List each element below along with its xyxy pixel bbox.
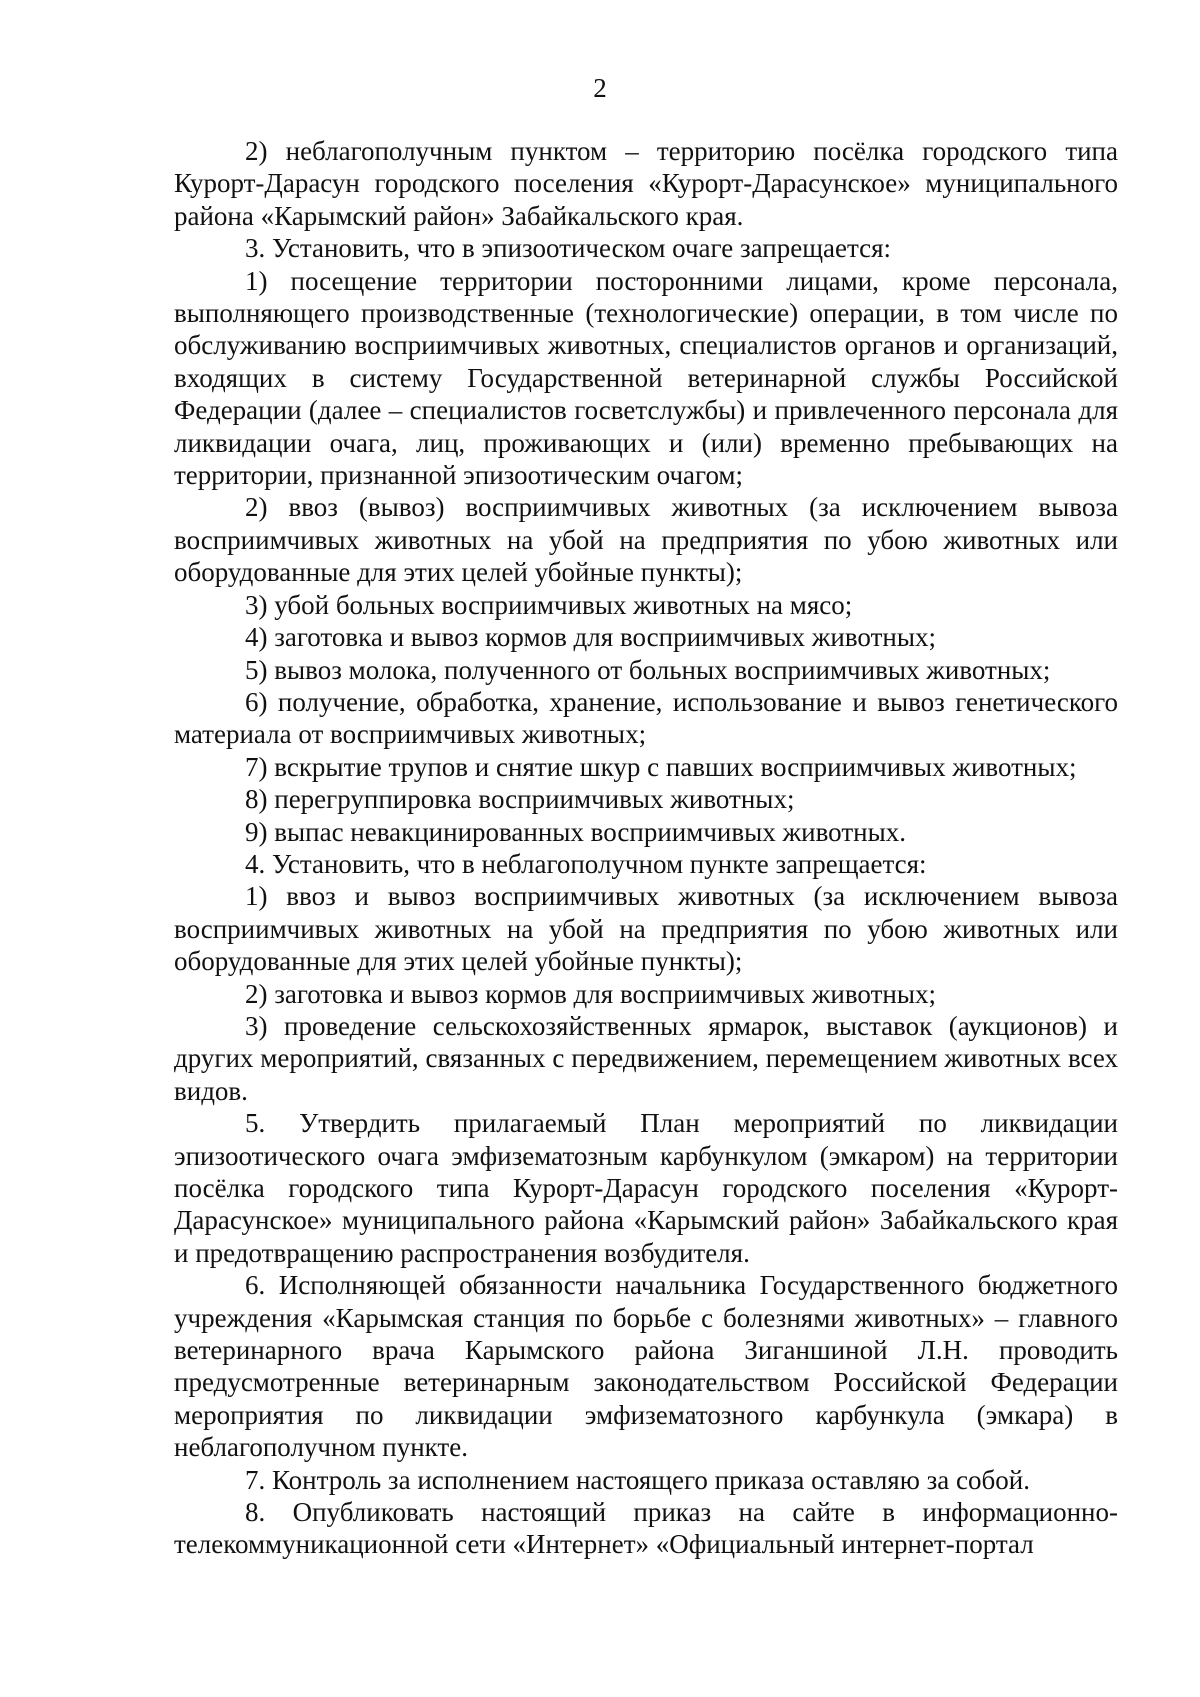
paragraph-2-unfavorable-point: 2) неблагополучным пунктом – территорию посёлка городского типа Курорт-Дарасун городского поселения «Курорт-Дарасунское» муниципального района «Карымский район» Забайкальского края. [174, 136, 1118, 231]
clause-4-item-2: 2) заготовка и вывоз кормов для восприимчивых животных; [245, 978, 936, 1009]
clause-5: 5. Утвердить прилагаемый План мероприятий по ликвидации эпизоотического очага эмфизематозным карбункулом (эмкаром) на территории посёлка городского типа Курорт-Дарасун городского поселения «Курорт-Дарасунское» муниципального района «Карымский район» Забайкальского края и предотвращению распространения возбудителя. [174, 1108, 1118, 1268]
clause-8: 8. Опубликовать настоящий приказ на сайте в информационно-телекоммуникационной сети «Интернет» «Официальный интернет-портал [174, 1497, 1118, 1560]
clause-3-item-4: 4) заготовка и вывоз кормов для восприимчивых животных; [245, 622, 936, 653]
clause-4-heading: 4. Установить, что в неблагополучном пункте запрещается: [245, 848, 927, 879]
clause-7: 7. Контроль за исполнением настоящего приказа оставляю за собой. [245, 1464, 1030, 1495]
clause-3-item-8: 8) перегруппировка восприимчивых животных; [245, 784, 795, 815]
clause-3-item-9: 9) выпас невакцинированных восприимчивых животных. [245, 816, 906, 847]
document-body [174, 135, 1118, 1561]
clause-3-item-6: 6) получение, обработка, хранение, использование и вывоз генетического материала от восприимчивых животных; [174, 686, 1118, 750]
page-number: 2 [593, 73, 607, 103]
clause-3-item-1: 1) посещение территории посторонними лицами, кроме персонала, выполняющего производственные (технологические) операции, в том числе по обслуживанию восприимчивых животных, специалистов органов и организаций, входящих в систему Государственной ветеринарной службы Российской Федерации (далее – специалистов госветслужбы) и привлеченного персонала для ликвидации очага, лиц, проживающих и (или) временно пребывающих на территории, признанной эпизоотическим очагом; [174, 265, 1118, 491]
clause-3-item-7: 7) вскрытие трупов и снятие шкур с павших восприимчивых животных; [245, 751, 1077, 782]
clause-4-item-3: 3) проведение сельскохозяйственных ярмарок, выставок (аукционов) и других мероприятий, связанных с передвижением, перемещением животных всех видов. [174, 1010, 1118, 1106]
clause-4-item-1: 1) ввоз и вывоз восприимчивых животных (за исключением вывоза восприимчивых животных на убой на предприятия по убою животных или оборудованные для этих целей убойные пункты); [174, 881, 1118, 977]
clause-6: 6. Исполняющей обязанности начальника Государственного бюджетного учреждения «Карымская станция по борьбе с болезнями животных» – главного ветеринарного врача Карымского района Зиганшиной Л.Н. проводить предусмотренные ветеринарным законодательством Российской Федерации мероприятия по ликвидации эмфизематозного карбункула (эмкара) в неблагополучном пункте. [174, 1270, 1118, 1463]
clause-3-item-2: 2) ввоз (вывоз) восприимчивых животных (за исключением вывоза восприимчивых животных на убой на предприятия по убою животных или оборудованные для этих целей убойные пункты); [174, 492, 1118, 588]
clause-3-heading: 3. Установить, что в эпизоотическом очаге запрещается: [245, 233, 892, 264]
clause-3-item-3: 3) убой больных восприимчивых животных на мясо; [245, 589, 853, 620]
clause-3-item-5: 5) вывоз молока, полученного от больных восприимчивых животных; [245, 654, 1051, 685]
